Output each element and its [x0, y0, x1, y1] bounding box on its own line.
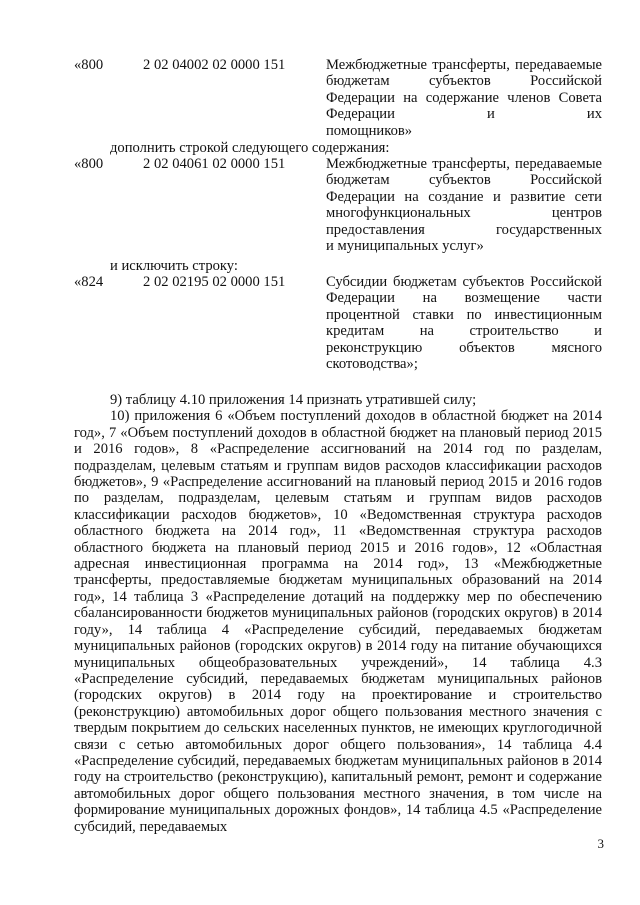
add-line-note: дополнить строкой следующего содержания: [110, 140, 390, 156]
entry-2-description [326, 156, 602, 254]
entry-2-description-last: и муниципальных услуг» [326, 238, 484, 255]
paragraph-9: 9) таблицу 4.10 приложения 14 признать утратившей силу; [110, 392, 477, 408]
entry-1-prefix: «800 [74, 57, 104, 73]
entry-2-prefix: «800 [74, 156, 104, 172]
entry-2-code: 2 02 04061 02 0000 151 [143, 156, 286, 172]
entry-3-description-body: Субсидии бюджетам субъектов Российской Федерации на возмещение части процентной ставки по инвестиционным кредитам на строительство и реконструкцию объектов мясного [326, 274, 602, 356]
entry-3-code: 2 02 02195 02 0000 151 [143, 274, 286, 290]
entry-1-description-last: помощников» [326, 122, 413, 139]
body-text [74, 392, 602, 835]
entry-3-description [326, 274, 602, 372]
entry-3-description-last: скотоводства»; [326, 356, 418, 373]
entry-1-code: 2 02 04002 02 0000 151 [143, 57, 286, 73]
page-number: 3 [597, 836, 604, 851]
entry-1-description [326, 57, 602, 139]
entry-3-prefix: «824 [74, 274, 104, 290]
entry-2-description-body: Межбюджетные трансферты, передаваемые бюджетам субъектов Российской Федерации на создание и развитие сети многофункциональных центров предоставления государственных [326, 156, 602, 238]
paragraph-10: 10) приложения 6 «Объем поступлений доходов в областной бюджет на 2014 год», 7 «Объем поступлений доходов в областной бюджет на плановый период 2015 и 2016 годов», 8 «Распределение ассигнований на 2014 год по разделам, подразделам, целевым статьям и группам видов расходов классификации расходов бюджетов», 9 «Распределение ассигнований на плановый период 2015 и 2016 годов по разделам, подразделам, целевым статьям и группам видов расходов классификации расходов бюджетов», 10 «Ведомственная структура расходов областного бюджета на 2014 год», 11 «Ведомственная структура расходов областного бюджета на плановый период 2015 и 2016 годов», 12 «Областная адресная инвестиционная программа на 2014 год», 13 «Межбюджетные трансферты, предоставляемые бюджетам муниципальных образований на 2014 год», 14 таблица 3 «Распределение дотаций на поддержку мер по обеспечению сбалансированности бюджетов муниципальных районов (городских округов) в 2014 году», 14 таблица 4 «Распределение субсидий, передаваемых бюджетам муниципальных районов (городских округов) в 2014 году на питание обучающихся муниципальных общеобразовательных учреждений», 14 таблица 4.3 «Распределение субсидий, передаваемых бюджетам муниципальных районов (городских округов) в 2014 году на проектирование и строительство (реконструкцию) автомобильных дорог общего пользования местного значения с твердым покрытием до сельских населенных пунктов, не имеющих круглогодичной связи с сетью автомобильных дорог общего пользования», 14 таблица 4.4 «Распределение субсидий, передаваемых бюджетам муниципальных районов в 2014 году на строительство (реконструкцию), капитальный ремонт, ремонт и содержание автомобильных дорог общего пользования местного значения, в том числе на формирование муниципальных дорожных фондов», 14 таблица 4.5 «Распределение субсидий, передаваемых [74, 408, 602, 835]
exclude-line-note: и исключить строку: [110, 258, 238, 274]
entry-1-description-body: Межбюджетные трансферты, передаваемые бюджетам субъектов Российской Федерации на содержание членов Совета Федерации и их [326, 57, 602, 123]
